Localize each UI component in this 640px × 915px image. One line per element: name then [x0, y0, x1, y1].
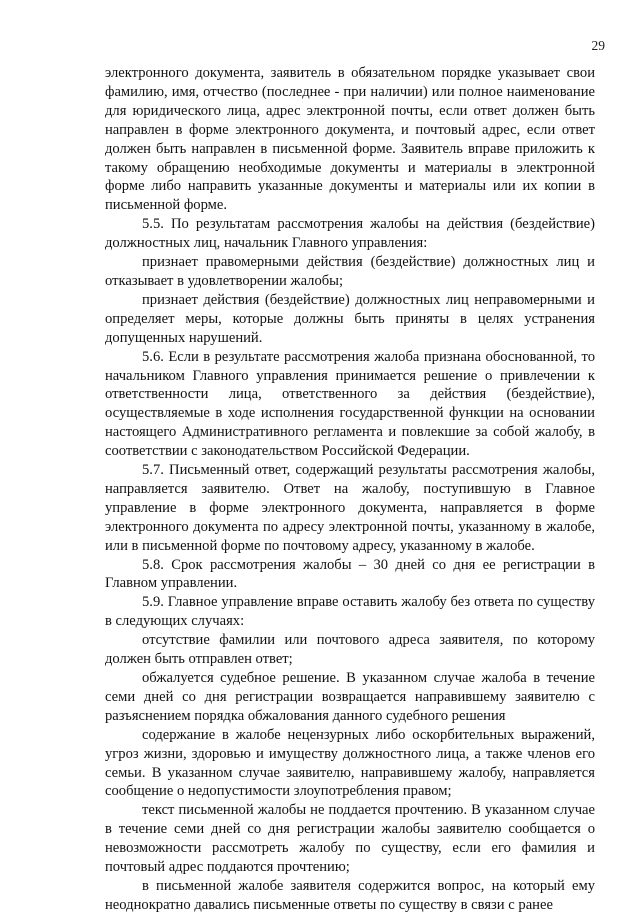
paragraph: электронного документа, заявитель в обязательном порядке указывает свои фамилию, имя, отчество (последнее - при наличии) или полное наименование для юридического лица, адрес электронной почты, если ответ должен быть направлен в форме электронного документа, и почтовый адрес, если ответ должен быть направлен в письменной форме. Заявитель вправе приложить к такому обращению необходимые документы и материалы в электронной форме либо направить указанные документы и материалы или их копии в письменной форме. — [105, 65, 595, 214]
paragraph: в письменной жалобе заявителя содержится вопрос, на который ему неоднократно давались письменные ответы по существу в связи с ранее — [105, 877, 595, 913]
paragraph: 5.5. По результатам рассмотрения жалобы на действия (бездействие) должностных лиц, начальник Главного управления: — [105, 216, 595, 252]
paragraph: признает действия (бездействие) должностных лиц неправомерными и определяет меры, которые должны быть приняты в целях устранения допущенных нарушений. — [105, 291, 595, 346]
paragraph: 5.6. Если в результате рассмотрения жалоба признана обоснованной, то начальником Главного управления принимается решение о привлечении к ответственности лица, ответственного за действия (бездействие), осуществляемые в ходе исполнения государственной функции на основании настоящего Административного регламента и повлекшие за собой жалобу, в соответствии с законодательством Российской Федерации. — [105, 348, 595, 460]
paragraph: 5.9. Главное управление вправе оставить жалобу без ответа по существу в следующих случаях: — [105, 594, 595, 630]
paragraph: обжалуется судебное решение. В указанном случае жалоба в течение семи дней со дня регистрации возвращается направившему заявителю с разъяснением порядка обжалования данного судебного решения — [105, 670, 595, 724]
document-body — [105, 64, 595, 915]
page-number: 29 — [591, 38, 605, 53]
paragraph: отсутствие фамилии или почтового адреса заявителя, по которому должен быть отправлен ответ; — [105, 632, 595, 668]
paragraph: признает правомерными действия (бездействие) должностных лиц и отказывает в удовлетворении жалобы; — [105, 254, 595, 289]
paragraph: 5.7. Письменный ответ, содержащий результаты рассмотрения жалобы, направляется заявителю. Ответ на жалобу, поступившую в Главное управление в форме электронного документа, направляется в форме электронного документа по адресу электронной почты, указанному в жалобе, или в письменной форме по почтовому адресу, указанному в жалобе. — [105, 462, 595, 554]
paragraph: текст письменной жалобы не поддается прочтению. В указанном случае в течение семи дней со дня регистрации жалобы заявителю сообщается о невозможности рассмотреть жалобу по существу, если его фамилия и почтовый адрес поддаются прочтению; — [105, 802, 595, 876]
paragraph: содержание в жалобе нецензурных либо оскорбительных выражений, угроз жизни, здоровью и имуществу должностного лица, а также членов его семьи. В указанном случае заявителю, направившему жалобу, направляется сообщение о недопустимости злоупотребления правом; — [105, 726, 595, 800]
paragraph: 5.8. Срок рассмотрения жалобы – 30 дней со дня ее регистрации в Главном управлении. — [105, 556, 595, 592]
